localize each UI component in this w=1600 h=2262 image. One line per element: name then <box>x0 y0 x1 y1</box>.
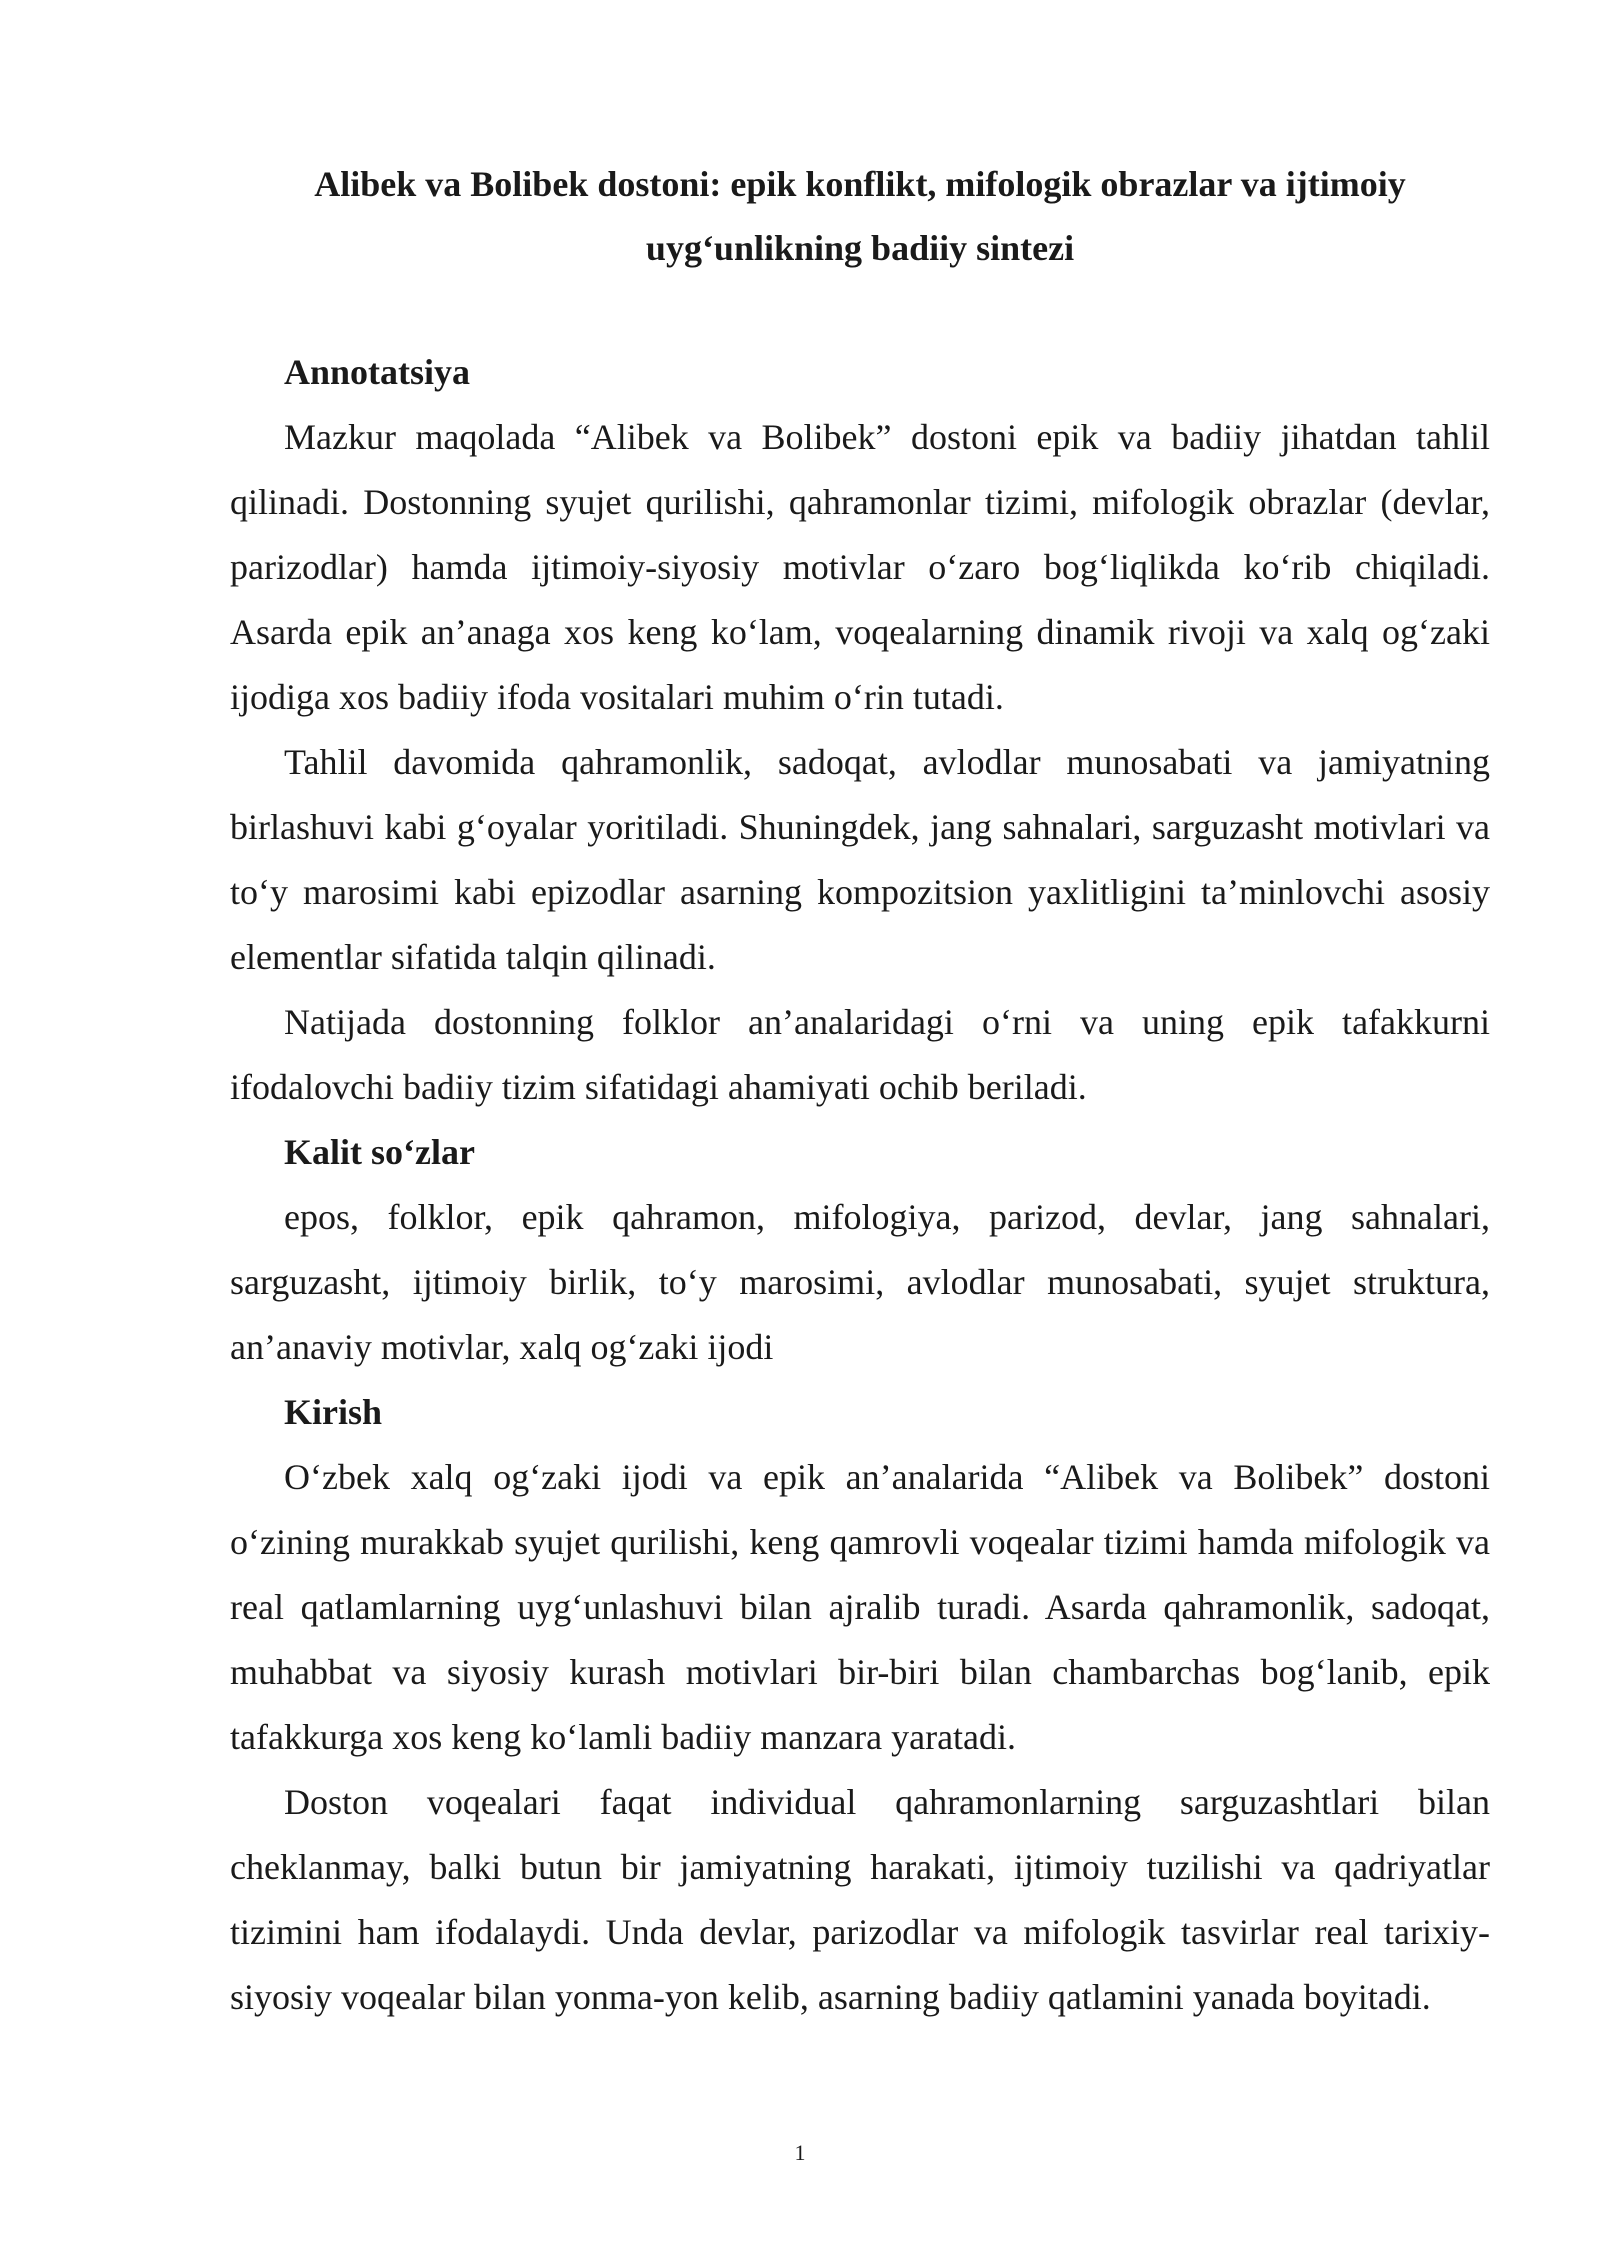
document-title <box>230 152 1490 280</box>
annotation-paragraph-1: Mazkur maqolada “Alibek va Bolibek” dostoni epik va badiiy jihatdan tahlil qilinadi. Dostonning syujet qurilishi, qahramonlar tizimi, mifologik obrazlar (devlar, parizodlar) hamda ijtimoiy-siyosiy motivlar o‘zaro bog‘liqlikda ko‘rib chiqiladi. Asarda epik an’anaga xos keng ko‘lam, voqealarning dinamik rivoji va xalq og‘zaki ijodiga xos badiiy ifoda vositalari muhim o‘rin tutadi. <box>230 417 1490 717</box>
title-line-1: Alibek va Bolibek dostoni: epik konflikt, mifologik obrazlar va ijtimoiy <box>314 164 1406 204</box>
title-line-2: uyg‘unlikning badiiy sintezi <box>645 228 1075 268</box>
annotation-heading: Annotatsiya <box>284 352 471 392</box>
keywords-text: epos, folklor, epik qahramon, mifologiya, parizod, devlar, jang sahnalari, sarguzasht, ijtimoiy birlik, to‘y marosimi, avlodlar munosabati, syujet struktura, an’anaviy motivlar, xalq og‘zaki ijodi <box>230 1197 1490 1367</box>
document-body <box>230 340 1490 2030</box>
annotation-paragraph-3: Natijada dostonning folklor an’analaridagi o‘rni va uning epik tafakkurni ifodalovchi badiiy tizim sifatidagi ahamiyati ochib beriladi. <box>230 1002 1490 1107</box>
intro-paragraph-1: O‘zbek xalq og‘zaki ijodi va epik an’analarida “Alibek va Bolibek” dostoni o‘zining murakkab syujet qurilishi, keng qamrovli voqealar tizimi hamda mifologik va real qatlamlarning uyg‘unlashuvi bilan ajralib turadi. Asarda qahramonlik, sadoqat, muhabbat va siyosiy kurash motivlari bir-biri bilan chambarchas bog‘lanib, epik tafakkurga xos keng ko‘lamli badiiy manzara yaratadi. <box>230 1457 1490 1757</box>
intro-heading: Kirish <box>284 1392 383 1432</box>
intro-paragraph-2: Doston voqealari faqat individual qahramonlarning sarguzashtlari bilan cheklanmay, balki butun bir jamiyatning harakati, ijtimoiy tuzilishi va qadriyatlar tizimini ham ifodalaydi. Unda devlar, parizodlar va mifologik tasvirlar real tarixiy-siyosiy voqealar bilan yonma-yon kelib, asarning badiiy qatlamini yanada boyitadi. <box>230 1782 1490 2017</box>
keywords-heading: Kalit so‘zlar <box>284 1132 475 1172</box>
annotation-paragraph-2: Tahlil davomida qahramonlik, sadoqat, avlodlar munosabati va jamiyatning birlashuvi kabi g‘oyalar yoritiladi. Shuningdek, jang sahnalari, sarguzasht motivlari va to‘y marosimi kabi epizodlar asarning kompozitsion yaxlitligini ta’minlovchi asosiy elementlar sifatida talqin qilinadi. <box>230 742 1490 977</box>
page-number: 1 <box>794 2140 806 2165</box>
